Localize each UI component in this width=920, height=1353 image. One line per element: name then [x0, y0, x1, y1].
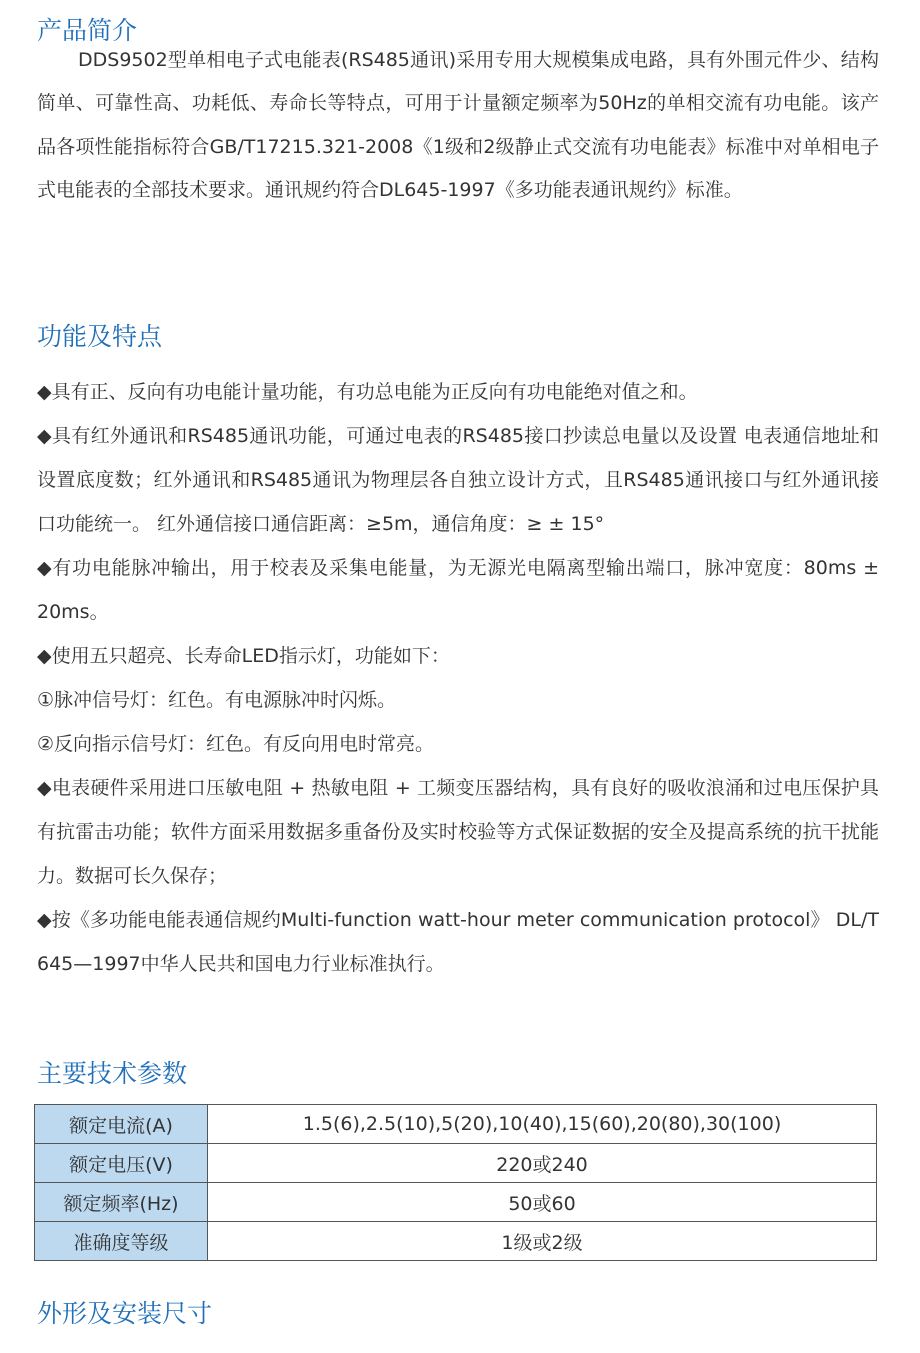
feature-item: ◆有功电能脉冲输出，用于校表及采集电能量，为无源光电隔离型输出端口，脉冲宽度：80ms ± 20ms。 [37, 557, 879, 623]
feature-item: ◆按《多功能电能表通信规约Multi-function watt-hour meter communication protocol》 DL/T 645—1997中华人民共和国电力行业标准执行。 [37, 909, 879, 975]
table-row [35, 1144, 877, 1183]
param-value: 1.5(6),2.5(10),5(20),10(40),15(60),20(80),30(100) [208, 1105, 877, 1144]
feature-item: ◆具有正、反向有功电能计量功能，有功总电能为正反向有功电能绝对值之和。 [37, 381, 698, 403]
feature-item: ①脉冲信号灯：红色。有电源脉冲时闪烁。 [37, 689, 397, 711]
feature-item: ◆电表硬件采用进口压敏电阻 + 热敏电阻 + 工频变压器结构，具有良好的吸收浪涌和过电压保护具有抗雷击功能；软件方面采用数据多重备份及实时校验等方式保证数据的安全及提高系统的抗干扰能力。数据可长久保存； [37, 777, 879, 887]
param-label: 准确度等级 [35, 1222, 208, 1261]
params-table [34, 1104, 877, 1261]
param-label: 额定频率(Hz) [35, 1183, 208, 1222]
features-list [37, 370, 879, 986]
param-value: 220或240 [208, 1144, 877, 1183]
dimensions-heading: 外形及安装尺寸 [37, 1299, 213, 1328]
param-value: 50或60 [208, 1183, 877, 1222]
feature-item: ◆使用五只超亮、长寿命LED指示灯，功能如下： [37, 645, 450, 667]
param-label: 额定电流(A) [35, 1105, 208, 1144]
param-label: 额定电压(V) [35, 1144, 208, 1183]
table-row [35, 1183, 877, 1222]
intro-heading: 产品简介 [37, 16, 138, 45]
table-row [35, 1105, 877, 1144]
params-heading: 主要技术参数 [37, 1059, 188, 1088]
feature-item: ◆具有红外通讯和RS485通讯功能，可通过电表的RS485接口抄读总电量以及设置 电表通信地址和设置底度数；红外通讯和RS485通讯为物理层各自独立设计方式，且RS485通讯接口与红外通讯接口功能统一。 红外通信接口通信距离：≥5m，通信角度：≥ ± 15° [37, 425, 879, 535]
param-value: 1级或2级 [208, 1222, 877, 1261]
feature-item: ②反向指示信号灯：红色。有反向用电时常亮。 [37, 733, 435, 755]
table-row [35, 1222, 877, 1261]
intro-paragraph: DDS9502型单相电子式电能表(RS485通讯)采用专用大规模集成电路，具有外围元件少、结构简单、可靠性高、功耗低、寿命长等特点，可用于计量额定频率为50Hz的单相交流有功电能。该产品各项性能指标符合GB/T17215.321-2008《1级和2级静止式交流有功电能表》标准中对单相电子式电能表的全部技术要求。通讯规约符合DL645-1997《多功能表通讯规约》标准。 [37, 49, 879, 202]
features-heading: 功能及特点 [37, 322, 163, 351]
